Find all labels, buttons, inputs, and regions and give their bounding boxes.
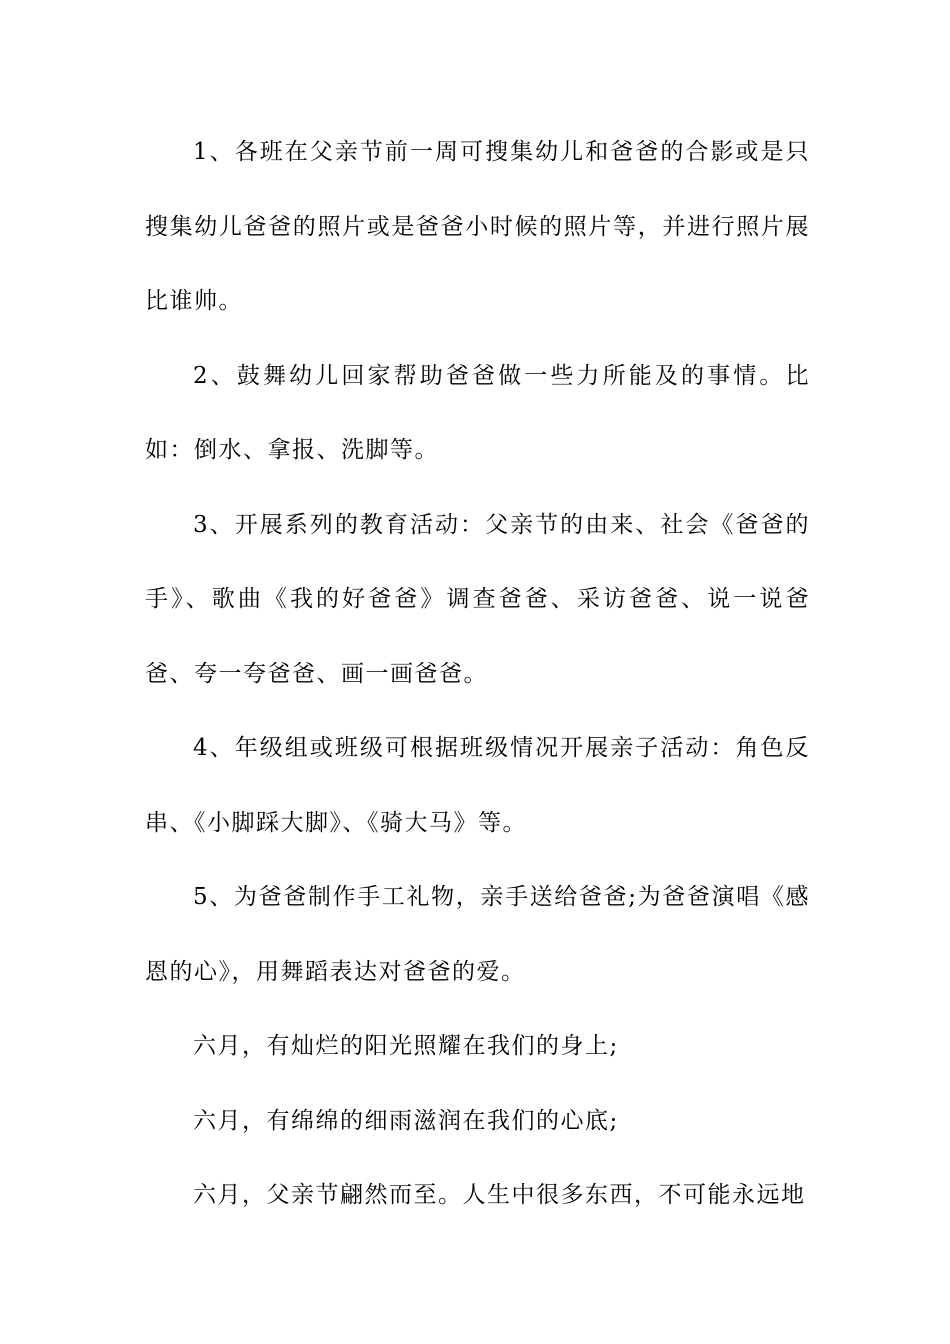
paragraph-june-fathers-day: 六月，父亲节翩然而至。人生中很多东西，不可能永远地 — [193, 1182, 806, 1208]
paragraph-june-rain: 六月，有绵绵的细雨滋润在我们的心底; — [193, 1107, 619, 1134]
paragraph-item-1: 1、各班在父亲节前一周可搜集幼儿和爸爸的合影或是只搜集幼儿爸爸的照片或是爸爸小时候的照片等，并进行照片展比谁帅。 — [145, 139, 810, 314]
paragraph-item-5: 5、为爸爸制作手工礼物，亲手送给爸爸;为爸爸演唱《感恩的心》，用舞蹈表达对爸爸的爱。 — [145, 884, 810, 985]
document-body — [145, 115, 810, 1233]
paragraph-item-2: 2、鼓舞幼儿回家帮助爸爸做一些力所能及的事情。比如：倒水、拿报、洗脚等。 — [145, 362, 810, 463]
paragraph-june-sunshine: 六月，有灿烂的阳光照耀在我们的身上; — [193, 1033, 619, 1059]
paragraph-item-3: 3、开展系列的教育活动：父亲节的由来、社会《爸爸的手》、歌曲《我的好爸爸》调查爸爸、采访爸爸、说一说爸爸、夸一夸爸爸、画一画爸爸。 — [145, 511, 810, 687]
paragraph-item-4: 4、年级组或班级可根据班级情况开展亲子活动：角色反串、《小脚踩大脚》、《骑大马》等。 — [145, 735, 810, 836]
